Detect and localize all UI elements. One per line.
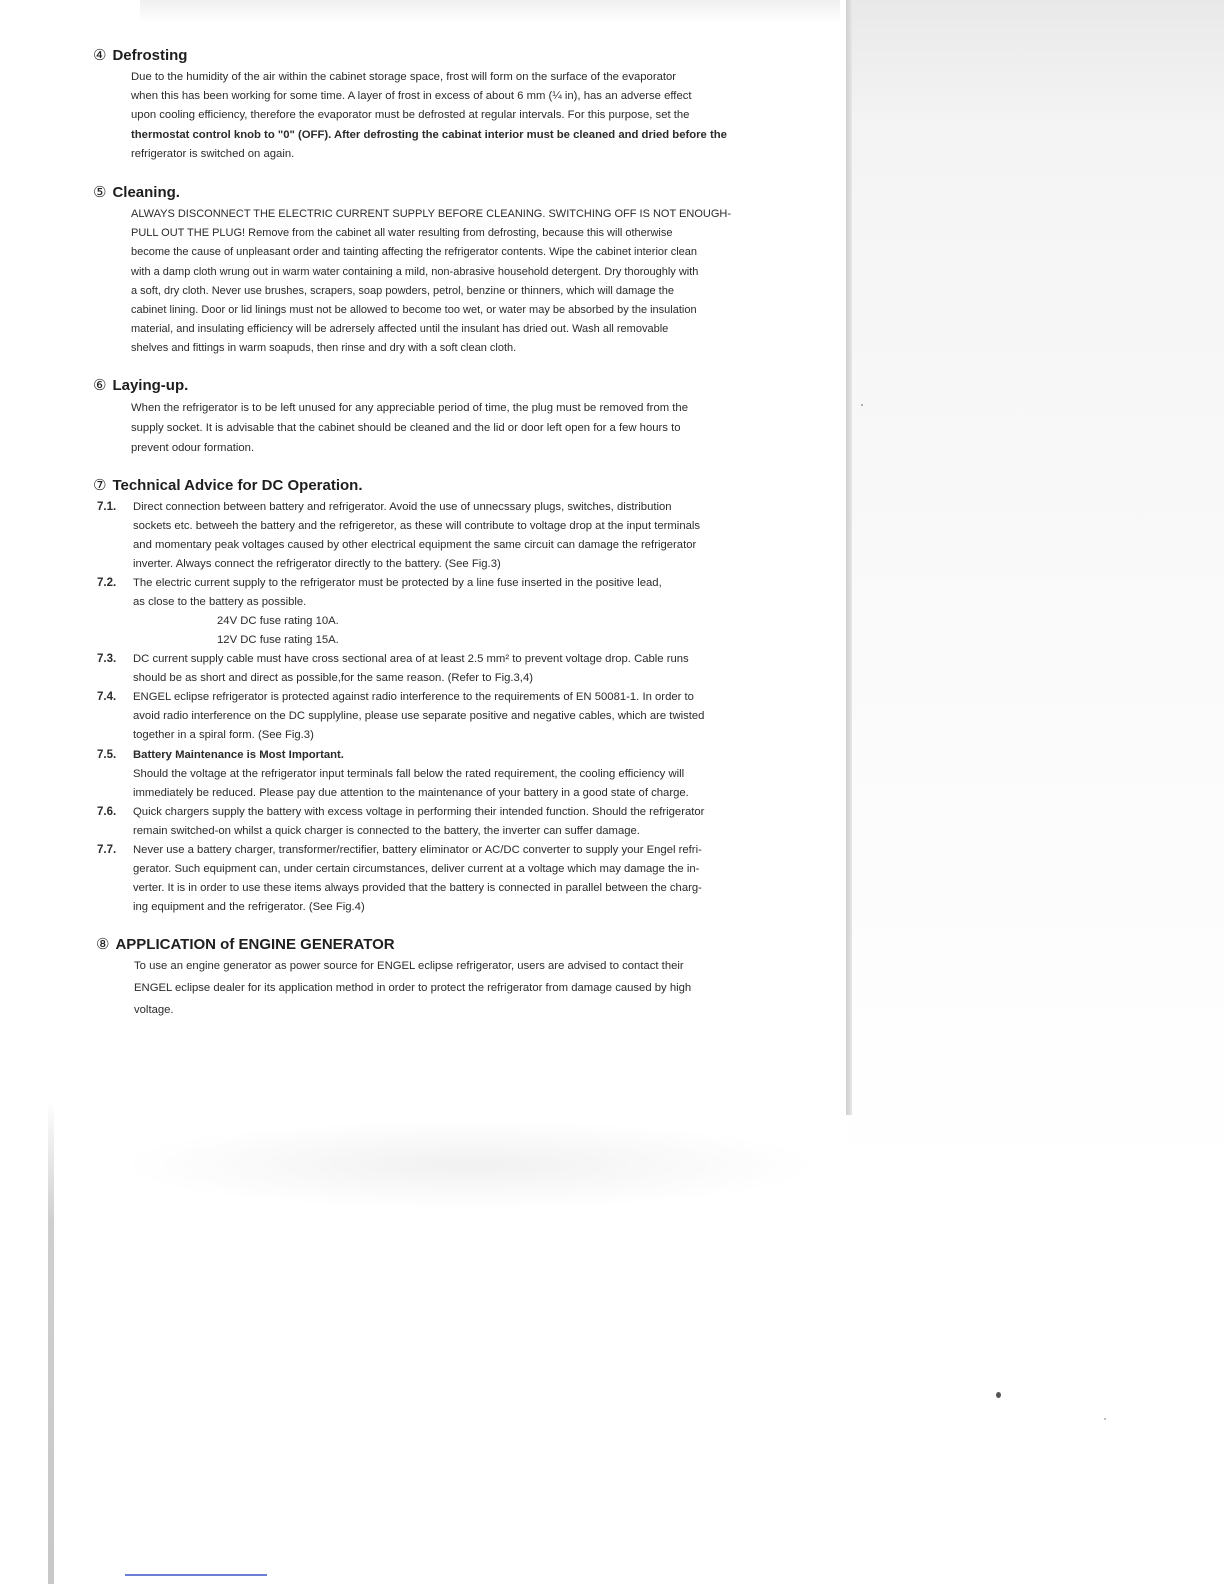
text-line: remain switched-on whilst a quick charger is connected to the battery, the inverter can suffer damage.	[133, 825, 640, 837]
section-heading-technical	[93, 476, 363, 494]
manual-page	[0, 0, 848, 1100]
text-line: supply socket. It is advisable that the cabinet should be cleaned and the lid or door left open for a few hours to	[131, 422, 681, 434]
text-line: gerator. Such equipment can, under certain circumstances, deliver current at a voltage which may damage the in-	[133, 863, 700, 875]
text-line: When the refrigerator is to be left unused for any appreciable period of time, the plug must be removed from the	[131, 402, 688, 414]
fuse-rating-24v: 24V DC fuse rating 10A.	[217, 615, 339, 627]
text-line: sockets etc. betweeh the battery and the refrigeretor, as these will contribute to voltage drop at the input terminals	[133, 520, 701, 532]
text-line: ENGEL eclipse refrigerator is protected against radio interference to the requirements of EN 50081-1. In order to	[133, 691, 694, 703]
section-number: ⑧	[96, 936, 110, 953]
text-line: Direct connection between battery and refrigerator. Avoid the use of unnecssary plugs, switches, distribution	[133, 501, 672, 513]
text-line: refrigerator is switched on again.	[131, 147, 295, 160]
text-line: avoid radio interference on the DC supplyline, please use separate positive and negative cables, which are twisted	[133, 710, 705, 722]
text-line: with a damp cloth wrung out in warm water containing a mild, non-abrasive household detergent. Dry thoroughly with	[131, 265, 699, 278]
section-number: ⑥	[93, 377, 107, 394]
text-line: ing equipment and the refrigerator. (See Fig.4)	[133, 901, 365, 913]
speck	[861, 404, 863, 406]
section-title: Technical Advice for DC Operation.	[112, 477, 363, 494]
speck	[1104, 1418, 1106, 1420]
section-title: Laying-up.	[112, 377, 189, 394]
text-line: PULL OUT THE PLUG! Remove from the cabinet all water resulting from defrosting, because this will otherwise	[131, 227, 673, 240]
section-heading-laying-up	[93, 376, 188, 394]
paragraph-laying-up	[131, 398, 806, 458]
section-title: Defrosting	[112, 47, 188, 64]
text-line: Should the voltage at the refrigerator input terminals fall below the rated requirement, the cooling efficiency will	[133, 768, 685, 780]
text-line: Due to the humidity of the air within the cabinet storage space, frost will form on the surface of the evaporator	[131, 71, 677, 83]
item-number: 7.5.	[97, 749, 117, 761]
text-line: immediately be reduced. Please pay due attention to the maintenance of your battery in a good state of charge.	[133, 787, 689, 799]
item-number: 7.7.	[97, 844, 117, 856]
text-line: inverter. Always connect the refrigerator directly to the battery. (See Fig.3)	[133, 558, 501, 570]
item-number: 7.3.	[97, 653, 117, 665]
section-heading-generator	[96, 935, 395, 953]
text-line: ALWAYS DISCONNECT THE ELECTRIC CURRENT SUPPLY BEFORE CLEANING. SWITCHING OFF IS NOT ENOUGH-	[131, 208, 731, 220]
fuse-rating-12v: 12V DC fuse rating 15A.	[217, 634, 339, 646]
text-line: together in a spiral form. (See Fig.3)	[133, 729, 314, 741]
paragraph-generator	[134, 955, 809, 1021]
scan-smudge	[120, 1120, 820, 1210]
text-line: when this has been working for some time. A layer of frost in excess of about 6 mm (¼ in), has an adverse effect	[131, 90, 692, 103]
text-line: The electric current supply to the refrigerator must be protected by a line fuse inserted in the positive lead,	[133, 577, 662, 589]
text-line: material, and insulating efficiency will be adrersely affected until the insulant has dried out. Wash all removable	[131, 323, 669, 336]
item-number: 7.1.	[97, 501, 117, 513]
text-line: and momentary peak voltages caused by other electrical equipment the same circuit can damage the refrigerator	[133, 539, 697, 551]
text-line: Never use a battery charger, transformer/rectifier, battery eliminator or AC/DC converter to supply your Engel refri-	[133, 844, 702, 856]
scan-shadow-right	[848, 0, 1224, 1584]
text-line: verter. It is in order to use these items always provided that the battery is connected in parallel between the charg-	[133, 882, 702, 894]
text-line: voltage.	[134, 1004, 174, 1016]
item-heading: Battery Maintenance is Most Important.	[133, 749, 344, 761]
text-line: thermostat control knob to "0" (OFF). After defrosting the cabinat interior must be cleaned and dried before the	[131, 128, 727, 141]
text-line: ENGEL eclipse dealer for its application method in order to protect the refrigerator from damage caused by high	[134, 982, 692, 994]
text-line: To use an engine generator as power source for ENGEL eclipse refrigerator, users are advised to contact their	[134, 960, 684, 972]
text-line: upon cooling efficiency, therefore the evaporator must be defrosted at regular intervals. For this purpose, set the	[131, 109, 690, 122]
section-title: APPLICATION of ENGINE GENERATOR	[115, 936, 395, 953]
item-number: 7.4.	[97, 691, 117, 703]
section-number: ④	[93, 47, 107, 64]
blue-rule	[125, 1574, 267, 1576]
text-line: as close to the battery as possible.	[133, 596, 307, 608]
section-number: ⑤	[93, 184, 107, 201]
section-heading-defrosting	[93, 46, 187, 64]
item-number: 7.2.	[97, 577, 117, 589]
text-line: should be as short and direct as possible,for the same reason. (Refer to Fig.3,4)	[133, 672, 533, 684]
speck	[996, 1392, 1001, 1398]
text-line: shelves and fittings in warm soapuds, then rinse and dry with a soft clean cloth.	[131, 342, 517, 355]
text-line: Quick chargers supply the battery with excess voltage in performing their intended function. Should the refrigerator	[133, 806, 705, 818]
paragraph-defrosting	[131, 68, 806, 164]
text-line: cabinet lining. Door or lid linings must not be allowed to become too wet, or water may be absorbed by the insulation	[131, 304, 697, 317]
text-line: DC current supply cable must have cross sectional area of at least 2.5 mm² to prevent voltage drop. Cable runs	[133, 653, 689, 665]
text-line: become the cause of unpleasant order and tainting affecting the refrigerator contents. Wipe the cabinet interior clean	[131, 246, 698, 259]
paragraph-cleaning	[131, 205, 806, 359]
section-title: Cleaning.	[112, 184, 180, 201]
section-heading-cleaning	[93, 183, 180, 201]
section-number: ⑦	[93, 477, 107, 494]
page-edge-left	[48, 1100, 54, 1584]
text-line: a soft, dry cloth. Never use brushes, scrapers, soap powders, petrol, benzine or thinners, which will damage the	[131, 284, 674, 297]
text-line: prevent odour formation.	[131, 442, 255, 454]
item-number: 7.6.	[97, 806, 117, 818]
